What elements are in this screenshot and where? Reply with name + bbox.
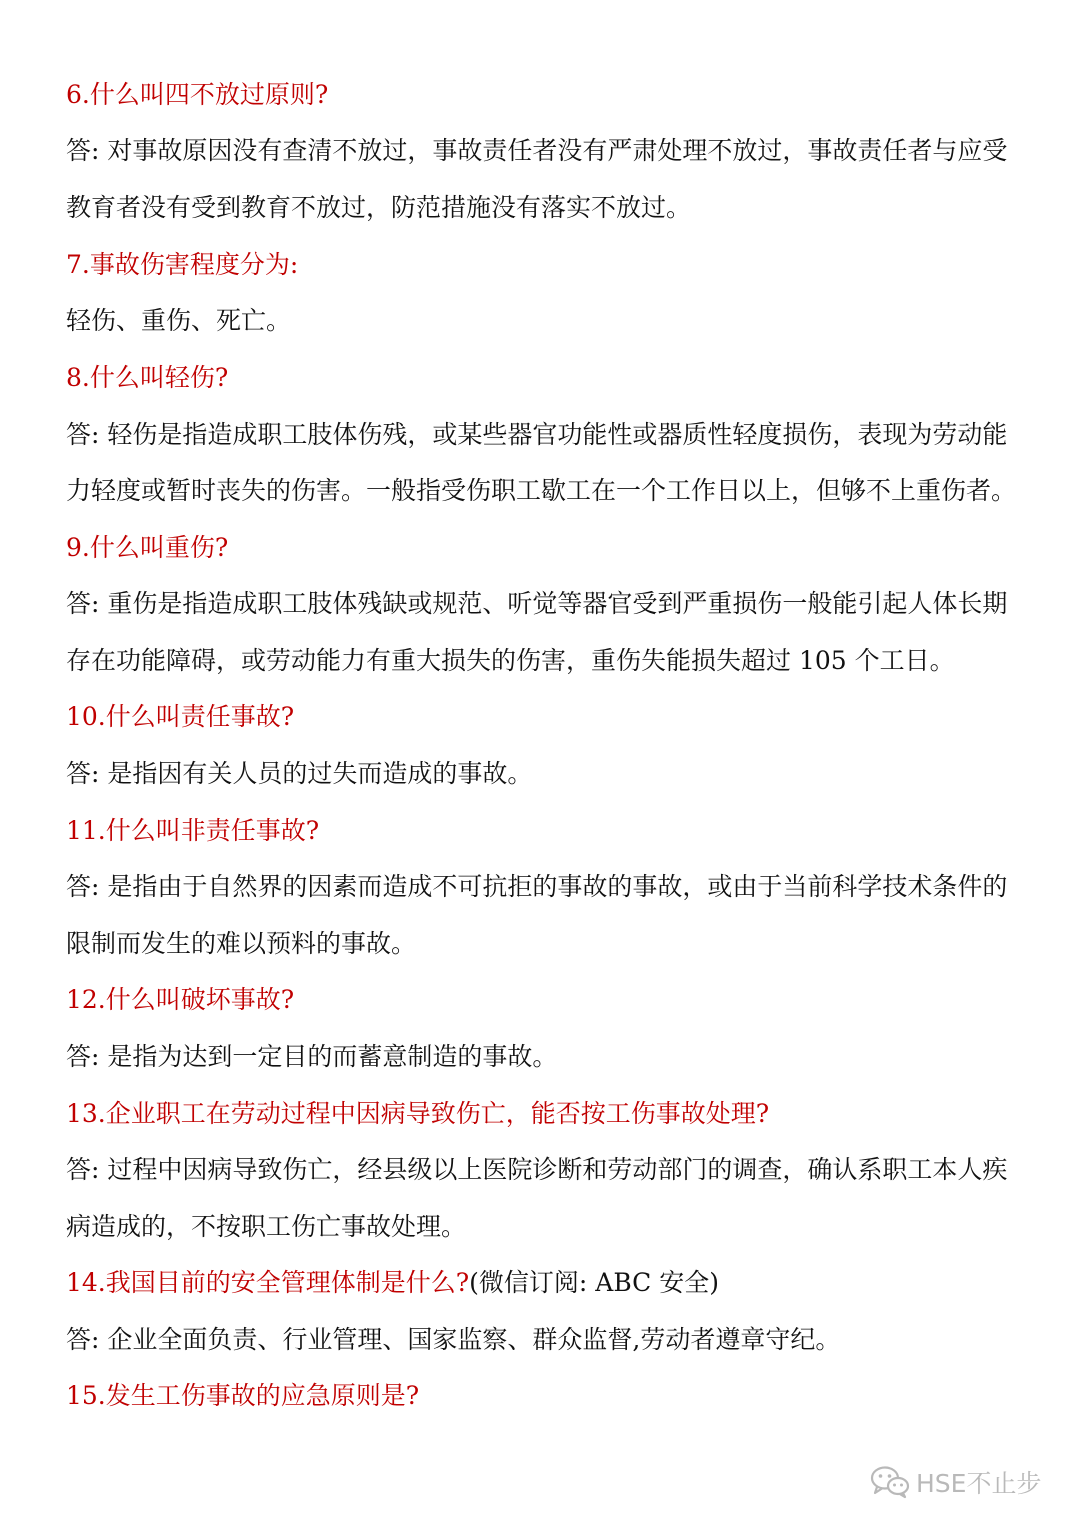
watermark (870, 1462, 1041, 1502)
question-9: 9.什么叫重伤? (66, 533, 229, 562)
question-14-row (66, 1263, 1026, 1303)
question-13: 13.企业职工在劳动过程中因病导致伤亡，能否按工伤事故处理? (66, 1099, 770, 1128)
question-7: 7.事故伤害程度分为: (66, 250, 299, 279)
question-14-suffix: (微信订阅: ABC 安全) (469, 1268, 720, 1297)
answer-11-line-2: 限制而发生的难以预料的事故。 (66, 929, 417, 958)
answer-13-line-2: 病造成的，不按职工伤亡事故处理。 (66, 1212, 467, 1241)
answer-11-line-1: 答: 是指由于自然界的因素而造成不可抗拒的事故的事故，或由于当前科学技术条件的 (66, 872, 1008, 901)
question-11: 11.什么叫非责任事故? (66, 816, 320, 845)
answer-12-line-1: 答: 是指为达到一定目的而蓄意制造的事故。 (66, 1042, 558, 1071)
wechat-icon (870, 1465, 916, 1499)
question-12: 12.什么叫破坏事故? (66, 985, 295, 1014)
question-8: 8.什么叫轻伤? (66, 363, 229, 392)
answer-13-line-1: 答: 过程中因病导致伤亡，经县级以上医院诊断和劳动部门的调查，确认系职工本人疾 (66, 1155, 1008, 1184)
answer-8-line-1: 答: 轻伤是指造成职工肢体伤残，或某些器官功能性或器质性轻度损伤，表现为劳动能 (66, 420, 1008, 449)
answer-6-line-2: 教育者没有受到教育不放过，防范措施没有落实不放过。 (66, 193, 692, 222)
answer-10-line-1: 答: 是指因有关人员的过失而造成的事故。 (66, 759, 533, 788)
answer-6-line-1: 答: 对事故原因没有查清不放过，事故责任者没有严肃处理不放过，事故责任者与应受 (66, 136, 1008, 165)
answer-7-line-1: 轻伤、重伤、死亡。 (66, 306, 292, 335)
answer-14-line-1: 答: 企业全面负责、行业管理、国家监察、群众监督,劳动者遵章守纪。 (66, 1325, 841, 1354)
answer-9-line-1: 答: 重伤是指造成职工肢体残缺或规范、听觉等器官受到严重损伤一般能引起人体长期 (66, 589, 1008, 618)
watermark-text: HSE不止步 (916, 1469, 1042, 1498)
question-10: 10.什么叫责任事故? (66, 702, 295, 731)
question-14: 14.我国目前的安全管理体制是什么? (66, 1268, 470, 1297)
answer-8-line-2: 力轻度或暂时丧失的伤害。一般指受伤职工歇工在一个工作日以上，但够不上重伤者。 (66, 476, 1017, 505)
answer-9-line-2: 存在功能障碍，或劳动能力有重大损失的伤害，重伤失能损失超过 105 个工日。 (66, 646, 955, 675)
question-6: 6.什么叫四不放过原则? (66, 80, 329, 109)
question-15: 15.发生工伤事故的应急原则是? (66, 1381, 420, 1410)
